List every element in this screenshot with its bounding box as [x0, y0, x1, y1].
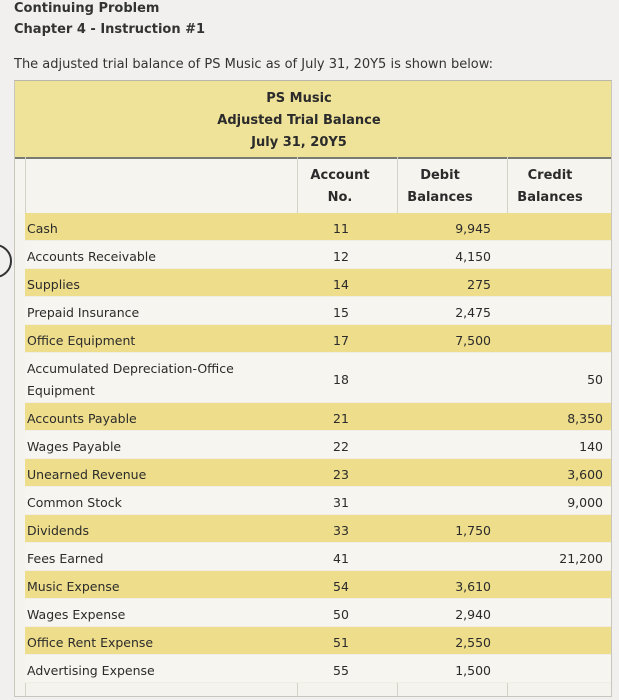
account-name: Accounts Payable	[27, 411, 137, 426]
account-number: 50	[333, 607, 349, 622]
account-number: 14	[333, 277, 349, 292]
table-row	[25, 325, 611, 353]
table-row	[25, 241, 611, 269]
credit-header-line2: Balances	[517, 190, 583, 205]
table-row	[25, 655, 611, 683]
problem-title: Continuing Problem	[14, 1, 160, 16]
table-row	[25, 353, 611, 403]
table-row	[25, 571, 611, 599]
table-row	[25, 297, 611, 325]
account-no-header-line1: Account	[310, 168, 370, 183]
account-name: Office Rent Expense	[27, 635, 154, 650]
account-number: 11	[333, 221, 349, 236]
account-name: Office Equipment	[27, 333, 136, 348]
account-name: Wages Expense	[27, 607, 126, 622]
report-date: July 31, 20Y5	[251, 135, 347, 150]
table-row	[25, 213, 611, 241]
debit-header-line2: Balances	[407, 190, 473, 205]
statement-header	[15, 81, 611, 159]
debit-balance: 9,945	[455, 221, 491, 236]
instruction-title: Chapter 4 - Instruction #1	[14, 22, 206, 37]
trial-balance-table	[14, 80, 612, 697]
table-row	[25, 599, 611, 627]
table-row	[25, 269, 611, 297]
debit-balance: 1,500	[455, 663, 491, 678]
account-name: Unearned Revenue	[27, 467, 147, 482]
account-number: 15	[333, 305, 349, 320]
debit-balance: 1,750	[455, 523, 491, 538]
account-name: Prepaid Insurance	[27, 305, 140, 320]
company-name: PS Music	[266, 91, 332, 106]
debit-balance: 2,475	[455, 305, 491, 320]
debit-balance: 7,500	[455, 333, 491, 348]
table-row	[25, 431, 611, 459]
column-headers	[15, 159, 611, 212]
debit-balance: 2,550	[455, 635, 491, 650]
credit-header-line1: Credit	[527, 168, 573, 183]
account-name: Dividends	[27, 523, 89, 538]
account-number: 33	[333, 523, 349, 538]
account-number: 12	[333, 249, 349, 264]
account-number: 23	[333, 467, 349, 482]
debit-balance: 4,150	[455, 249, 491, 264]
table-row	[25, 627, 611, 655]
credit-balance: 3,600	[567, 467, 603, 482]
debit-header	[395, 165, 485, 209]
credit-balance: 21,200	[559, 551, 603, 566]
intro-text: The adjusted trial balance of PS Music as of July 31, 20Y5 is shown below:	[14, 57, 494, 72]
debit-header-line1: Debit	[420, 168, 460, 183]
account-number: 41	[333, 551, 349, 566]
account-name: Supplies	[27, 277, 80, 292]
account-number: 17	[333, 333, 349, 348]
table-row	[25, 543, 611, 571]
table-row	[25, 403, 611, 431]
account-number: 21	[333, 411, 349, 426]
credit-balance: 140	[579, 439, 603, 454]
account-number: 51	[333, 635, 349, 650]
table-row	[25, 515, 611, 543]
credit-balance: 8,350	[567, 411, 603, 426]
account-name: Accumulated Depreciation-Office Equipment	[27, 361, 234, 398]
account-number: 55	[333, 663, 349, 678]
account-name: Fees Earned	[27, 551, 104, 566]
debit-balance: 3,610	[455, 579, 491, 594]
account-number: 22	[333, 439, 349, 454]
credit-balance: 9,000	[567, 495, 603, 510]
account-name: Music Expense	[27, 579, 120, 594]
account-no-header	[295, 165, 385, 209]
debit-balance: 2,940	[455, 607, 491, 622]
circle-marker-icon	[0, 244, 12, 278]
credit-balance: 50	[587, 372, 603, 387]
account-name: Cash	[27, 221, 58, 236]
report-title: Adjusted Trial Balance	[217, 113, 381, 128]
credit-header	[505, 165, 595, 209]
account-name: Wages Payable	[27, 439, 122, 454]
table-body	[25, 213, 611, 683]
table-row	[25, 459, 611, 487]
debit-balance: 275	[467, 277, 491, 292]
account-name: Accounts Receivable	[27, 249, 156, 264]
account-name: Common Stock	[27, 495, 122, 510]
account-number: 31	[333, 495, 349, 510]
account-no-header-line2: No.	[327, 190, 353, 205]
table-row	[25, 487, 611, 515]
account-number: 54	[333, 579, 349, 594]
account-name: Advertising Expense	[27, 663, 155, 678]
account-number: 18	[333, 372, 349, 387]
